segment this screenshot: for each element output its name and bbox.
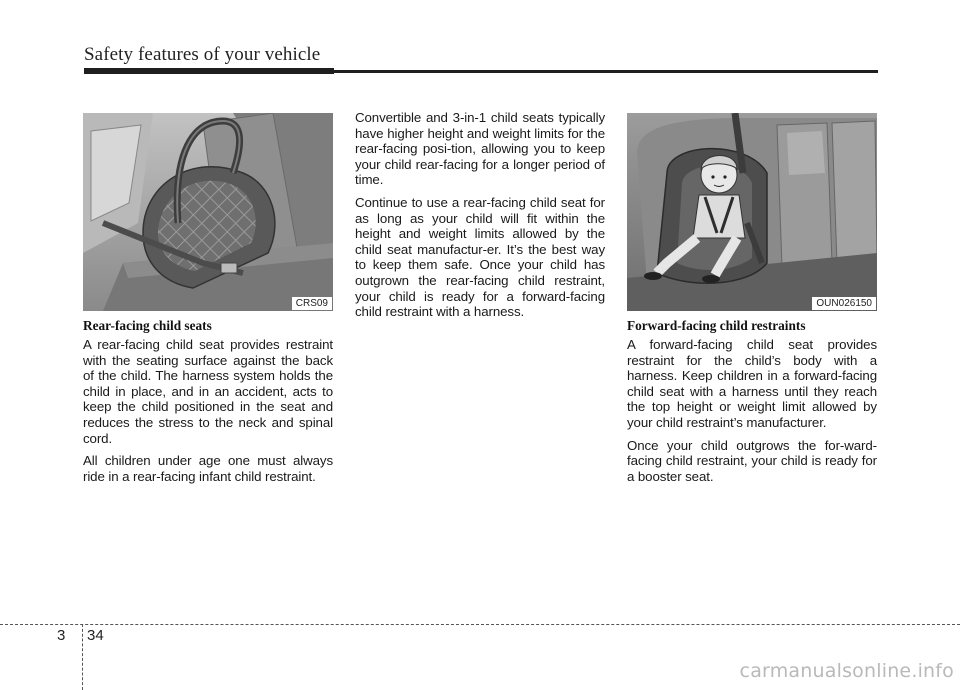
header-rule [84, 70, 878, 73]
rear-facing-seat-illustration [83, 113, 333, 311]
watermark: carmanualsonline.info [739, 660, 954, 682]
chapter-number: 3 [57, 627, 66, 644]
column-3 [627, 113, 877, 491]
paragraph: A forward-facing child seat provides restraint for the child’s body with a harness. Keep children in a forward-facing child seat with a harness until they reach the top height or weight limit allowed by your child restraint’s manufacturer. [627, 337, 877, 430]
paragraph: All children under age one must always ride in a rear-facing infant child restraint. [83, 453, 333, 484]
section-title: Safety features of your vehicle [84, 44, 321, 65]
heading-forward-facing: Forward-facing child restraints [627, 318, 806, 333]
figure-rear-facing-seat [83, 113, 333, 311]
paragraph: Continue to use a rear-facing child seat for as long as your child will fit within the height and weight limits allowed by the child seat manufactur-er. It’s the best way to keep them safe. Once your child has outgrown the rear-facing child restraint, your child is ready for a forward-facing child restraint with a harness. [355, 194, 605, 320]
footer-vertical-divider [82, 624, 83, 690]
column-1 [83, 113, 333, 491]
figure-forward-facing-seat [627, 113, 877, 311]
figure-code: OUN026150 [812, 297, 876, 310]
page-number: 34 [87, 627, 104, 644]
paragraph: A rear-facing child seat provides restraint with the seating surface against the back of the child. The harness system holds the child in place, and in an accident, acts to keep the child positioned in the seat and reduces the stress to the neck and spinal cord. [83, 337, 333, 446]
paragraph: Once your child outgrows the for-ward-facing child restraint, your child is ready for a booster seat. [627, 437, 877, 484]
heading-rear-facing: Rear-facing child seats [83, 318, 212, 333]
figure-code: CRS09 [292, 297, 332, 310]
column-2 [355, 110, 605, 327]
paragraph: Convertible and 3-in-1 child seats typically have higher height and weight limits for the rear-facing posi-tion, allowing you to keep your child rear-facing for a longer period of time. [355, 110, 605, 188]
forward-facing-seat-illustration [627, 113, 877, 311]
footer-divider [0, 624, 960, 625]
